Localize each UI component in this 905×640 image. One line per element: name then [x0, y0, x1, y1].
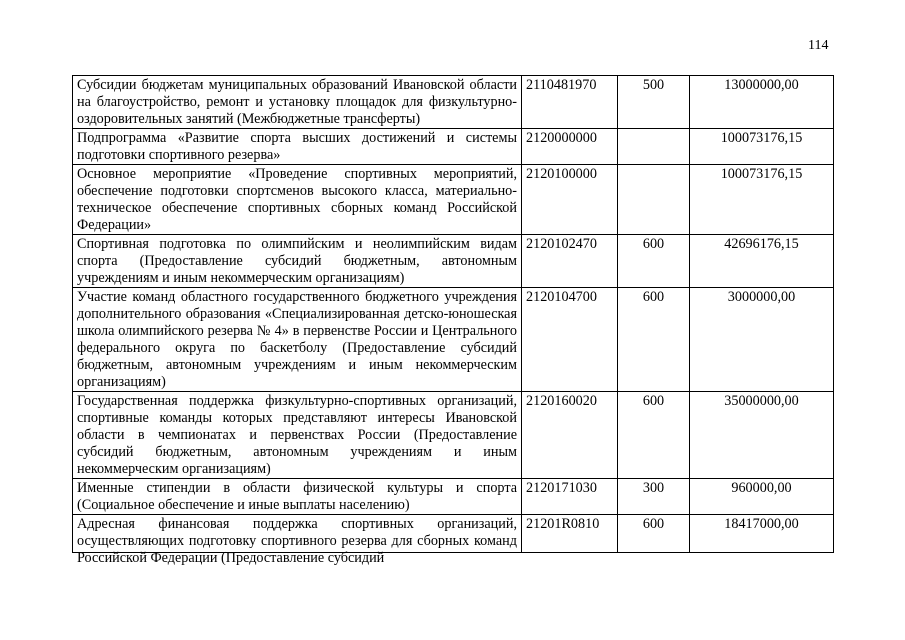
row-code: 2120102470	[522, 235, 618, 288]
row-sum: 100073176,15	[690, 165, 834, 235]
table-row	[73, 165, 834, 235]
table-row	[73, 515, 834, 553]
row-type: 600	[618, 392, 690, 479]
row-sum: 100073176,15	[690, 129, 834, 165]
budget-table	[72, 75, 834, 566]
row-code: 2120171030	[522, 479, 618, 515]
row-name: Именные стипендии в области физической культуры и спорта (Социальное обеспечение и иные выплаты населению)	[73, 479, 522, 515]
table-row	[73, 76, 834, 129]
row-type	[618, 165, 690, 235]
row-type	[618, 129, 690, 165]
row-sum: 42696176,15	[690, 235, 834, 288]
row-code: 2120100000	[522, 165, 618, 235]
row-type: 600	[618, 288, 690, 392]
row-sum: 3000000,00	[690, 288, 834, 392]
row-name: Государственная поддержка физкультурно-спортивных организаций, спортивные команды которых представляют интересы Ивановской области в чемпионатах и первенствах России (Предоставление субсидий бюджетным, автономным учреждениям и иным некоммерческим организациям)	[73, 392, 522, 479]
row-sum: 960000,00	[690, 479, 834, 515]
row-sum: 18417000,00	[690, 515, 834, 553]
row-name-text: Адресная финансовая поддержка спортивных организаций, осуществляющих подготовку спортивного резерва для сборных команд Российской Федерации (Предоставление субсидий	[77, 516, 517, 566]
row-type: 600	[618, 235, 690, 288]
table-row	[73, 129, 834, 165]
row-code: 21201R0810	[522, 515, 618, 553]
row-code: 2120104700	[522, 288, 618, 392]
row-code: 2120000000	[522, 129, 618, 165]
row-name: Субсидии бюджетам муниципальных образований Ивановской области на благоустройство, ремонт и установку площадок для физкультурно-оздоровительных занятий (Межбюджетные трансферты)	[73, 76, 522, 129]
row-name: Подпрограмма «Развитие спорта высших достижений и системы подготовки спортивного резерва»	[73, 129, 522, 165]
row-code: 2120160020	[522, 392, 618, 479]
page-number: 114	[808, 38, 829, 53]
table-row	[73, 479, 834, 515]
row-type: 300	[618, 479, 690, 515]
row-name	[73, 515, 522, 566]
table-row	[73, 235, 834, 288]
table-row	[73, 288, 834, 392]
table-row	[73, 392, 834, 479]
row-name: Участие команд областного государственного бюджетного учреждения дополнительного образования «Специализированная детско-юношеская школа олимпийского резерва № 4» в первенстве России и Центрального федерального округа по баскетболу (Предоставление субсидий бюджетным, автономным учреждениям и иным некоммерческим организациям)	[73, 288, 522, 392]
row-name: Спортивная подготовка по олимпийским и неолимпийским видам спорта (Предоставление субсидий бюджетным, автономным учреждениям и иным некоммерческим организациям)	[73, 235, 522, 288]
row-code: 2110481970	[522, 76, 618, 129]
row-sum: 35000000,00	[690, 392, 834, 479]
row-sum: 13000000,00	[690, 76, 834, 129]
row-name: Основное мероприятие «Проведение спортивных мероприятий, обеспечение подготовки спортсменов высокого класса, материально-техническое обеспечение спортивных сборных команд Российской Федерации»	[73, 165, 522, 235]
row-type: 500	[618, 76, 690, 129]
row-type: 600	[618, 515, 690, 553]
